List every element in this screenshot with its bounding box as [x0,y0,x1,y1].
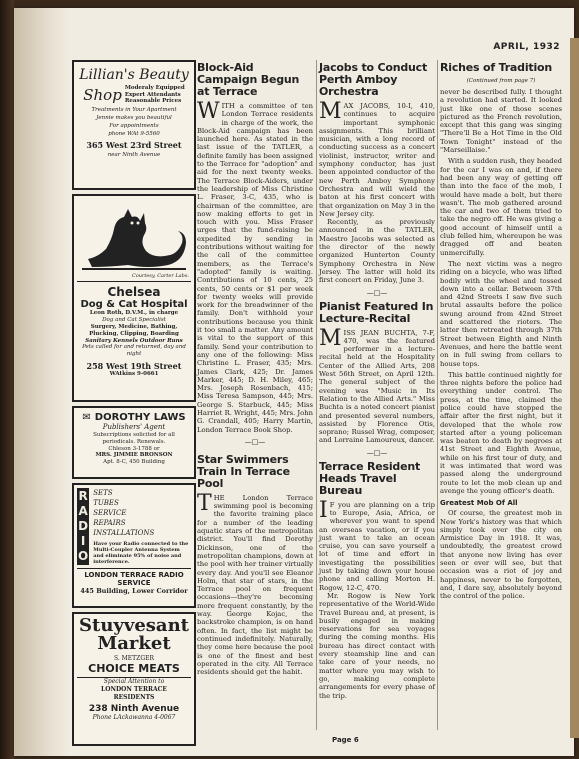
ad-lillian-line: Treatments in Your Apartment [91,106,177,113]
article-pianist [319,325,435,445]
ad-lillian-logo-row [77,85,191,105]
radio-letter: O [78,549,89,563]
ad-stuyvesant-phone: Phone LAckawanna 4-0067 [92,714,176,722]
issue-date: APRIL, 1932 [493,42,560,52]
dropcap: I [319,497,328,523]
ad-lillian-tags [125,85,185,105]
ad-radio-title: LONDON TERRACE RADIO SERVICE [77,568,191,587]
dropcap: W [197,99,220,124]
ad-stuyvesant-title: Stuyvesant [79,615,189,636]
ad-lillian-phone: phone WAt 9-5560 [108,130,160,137]
envelope-icon: ✉ [82,412,91,423]
ad-chelsea-courtesy: Courtesy, Carter Labs. [131,273,189,279]
ad-stuyvesant-address: 238 Ninth Avenue [88,704,180,715]
article-travel [319,497,435,592]
ad-lillian-beauty-shop [72,60,196,190]
radio-fine-print: Have your Radio connected to the Multi-Coupler Antenna System and eliminate 95% of noise and interference. [93,541,189,565]
radio-item: TUBES [93,499,119,507]
ad-chelsea-specialist: Dog and Cat Specialist [102,316,166,323]
article-riches-p4: This battle continued nightly for three nights before the police had everything under control. The press, at the time, claimed the police could have stopped the affair after the first night, but it developed that the whole row started after a young policeman was beaten to death by negroes at 41st Street and Eighth Avenue, while on his first tour of duty, and it was intimated that word was passed along the underground route to let the mob clean up and avenge the young officer's death. [440,370,562,495]
radio-list [93,488,191,565]
ad-chelsea-pickup: Pets called for and returned, day and night [82,344,186,358]
ad-stuyvesant-special: LONDON TERRACE [101,685,167,693]
article-block-aid [197,99,313,434]
headline-block-aid: Block-Aid Campaign Begun at Terrace [197,61,300,98]
ad-lillian-line: For appointments [109,122,159,129]
ad-stuyvesant-owner: S. METZGER [113,655,155,662]
headline-travel: Terrace Resident Heads Travel Bureau [319,459,421,497]
headline-pianist: Pianist Featured In Lecture-Recital [319,299,434,325]
radio-item: SERVICE [93,509,127,517]
page-number: Page 6 [332,736,359,744]
subhead-greatest-mob: Greatest Mob Of All [440,499,518,508]
ad-radio-service [72,483,196,608]
article-riches-p5: Of course, the greatest mob in New York's history was that which simply took over the city on Armistice Day in 1918. It was, undoubtedly, the greatest crowd that anyone now living has ever seen or ever will see, but that occasion was a riot of joy and happiness, never to be forgotten, and, I dare say, absolutely beyond the control of the police. [440,509,562,601]
ad-stuyvesant-title2: Market [97,633,171,654]
ad-dorothy-title-row [78,412,190,423]
ad-chelsea-phone: WAtkins 9-0661 [109,371,159,378]
ad-stuyvesant-special: RESIDENTS [113,693,155,701]
article-text: HE London Terrace swimming pool is becoming the favorite training place for a number of the leading aquatic stars of the metropolitan district. You'll find Dorothy Dickinson, one of the metropolitan champions, down at the pool with her trainer virtually every day. And you'll see Eleanor Holm, that star of stars, in the Terrace pool on frequent occasions—they're becoming more frequent constantly, by the way. George Kojac, the backstroke champion, is on hand often. In fact, the list might be continued indefinitely. Naturally, they come here because the pool is one of the finest and best operated in the city. All Terrace residents should get the habit. [197,493,313,677]
radio-letters [77,488,89,565]
ad-dorothy-laws [72,406,196,479]
radio-letter: D [78,519,89,533]
column-rule [316,60,317,730]
ads-column [72,60,196,750]
ad-chelsea-title: Chelsea [107,285,161,299]
column-b [319,60,435,700]
scan-edge [0,0,14,759]
ad-dorothy-line: Subscriptions solicited for all periodicals. Renewals. [93,431,175,445]
article-travel-p2: Mr. Rogow is New York representative of the World-Wide Travel Bureau and, at present, is busily engaged in making reservations for sea voyages during the coming months. His bureau has direct contact with every steamship line and can take care of your needs, no matter where you may wish to go, making complete arrangements for every phase of the trip. [319,591,435,700]
article-swimmers [197,490,313,677]
continued-note: (Continued from page 7) [466,78,536,84]
article-riches-p1: never be described fully. I thought a revolution had started. It looked just like one of those scenes pictured as the French revolution, except that this gang was singing "There'll Be a Hot Time in the Old Town Tonight" instead of the "Marseillaise." [440,88,562,155]
ad-dorothy-line: Chleson 3-1788 or [108,445,160,452]
ad-stuyvesant-special: Special Attention to [103,678,165,685]
separator: —□— [366,448,388,457]
article-jacobs-p2: Recently, as previously announced in the TATLER, Maestro Jacobs was selected as the director of the newly organized Hunterton County Symphony Orchestra in New Jersey. The latter will hold its first concert on Friday, June 3. [319,218,435,285]
column-c [440,60,562,601]
radio-letter: A [78,504,88,518]
ad-chelsea-staff: Leon Roth, D.V.M., in charge [89,310,179,316]
radio-item: INSTALLATIONS [93,529,155,537]
column-a [197,60,313,676]
headline-riches: Riches of Tradition [440,61,553,74]
cat-silhouette-icon [78,199,190,279]
ad-chelsea-kennels: Sanitary Kennels Outdoor Runs [85,337,183,344]
ad-chelsea-services: Surgery, Medicine, Bathing, Plucking, Clipping, Boarding [89,323,179,337]
ad-radio-address: 445 Building, Lower Corridor [80,587,188,595]
magazine-page [14,8,574,756]
ad-dorothy-line: MRS. JIMMIE BRONSON [95,452,173,459]
ad-lillian-tag: Reasonable Prices [124,98,182,105]
ad-dorothy-subtitle: Publishers' Agent [102,423,166,431]
headline-jacobs: Jacobs to Conduct Perth Amboy Orchestra [319,61,428,98]
ad-lillian-name: Lillian's Beauty [79,67,189,83]
article-jacobs [319,99,435,218]
article-text: ITH a committee of ten London Terrace residents in charge of the work, the Block-Aid campaign has been launched here. As stated in the last issue of the TATLER, a definite family has been assigned to the Terrace for "adoption" and aid for the next twenty weeks. The Terrace Block-Aiders, under the leadership of Miss Christine L. Fraser, 3-C, 435, who is chairman of the committee, are now making efforts to get in touch with you. Miss Fraser urges that the fund-raising be expedited by sending in contributions without waiting for the call of the committee members, as the Terrace's "adopted" family is waiting. Contributions of 10 cents, 25 cents, 50 cents or $1 per week for twenty weeks will provide work for the breadwinner of the family. Don't withhold your contributions because you think it too small a matter. Any amount is vital to the support of this family. Send your contribution to any one of the following: Miss Christine L. Fraser, 435; Mrs. James Clark, 425; Dr. James Marker, 445; D. H. Miley, 465; Mrs. Joseph Rosenbach, 415; Miss Teresa Sampson, 445; Mrs. George S. Starbuck, 445; Miss Harriet R. Wright, 445; Mrs. John G. Crandall, 405; Harry Martin, London Terrace Book Shop. [197,102,313,434]
headline-swimmers: Star Swimmers Train In Terrace Pool [197,452,290,490]
ad-stuyvesant-tagline: CHOICE MEATS [77,662,191,678]
article-text: ISS JEAN BUCHTA, 7-F, 470, was the featured performer in a lecture-recital held at the Hospitality Center of the Allied Arts, 208 West 56th Street, on April 12th. The general subject of the evening was "Music in Its Relation to the Allied Arts." Miss Buchta is a noted concert pianist and presented several numbers, assisted by Florence Otis, soprano; Russel Wrag, composer, and Lorraine Lamoureux, dancer. [319,328,435,445]
radio-letter: I [80,534,86,548]
dropcap: M [319,325,342,351]
radio-item: REPAIRS [93,519,126,527]
separator: —□— [366,288,388,297]
ad-lillian-note: near Ninth Avenue [107,151,161,158]
article-text: AX JACOBS, 10-I, 410, continues to acquire important symphonic assignments. This brilliant musician, with a long record of conducting success as a concert violinist, instructor, writer and symphony conductor, has just been appointed conductor of the new Perth Amboy Symphony Orchestra and will wield the baton at his first concert with that organization on May 3 in the New Jersey city. [319,102,435,218]
dropcap: T [197,490,212,516]
article-text: F you are planning on a trip to Europe, Asia, Africa, or wherever you want to spend an overseas vacation, or if you just want to take an ocean cruise, you can save yourself a lot of time and effort in investigating the possibilities just by taking down your house phone and calling Morton H. Rogow, 12-C, 470. [319,500,435,592]
ad-chelsea-subtitle: Dog & Cat Hospital [80,299,188,310]
cat-illustration [77,199,191,282]
ad-lillian-shop: Shop [83,85,122,104]
ad-chelsea-hospital [72,194,196,402]
ad-lillian-address: 365 West 23rd Street [86,139,182,150]
dropcap: M [319,99,342,124]
article-riches-p2: With a sudden rush, they headed for the car I was on and, if there had been any way of getting off than into the face of the mob, I would have made a bolt, but there wasn't. The mob gathered around the car and two of them tried to take the negro off. He was giving a good account of himself until a club felled him, whereupon he was dragged off and beaten unmercifully. [440,157,562,257]
column-rule [437,60,438,730]
page-binding [14,8,70,756]
ad-lillian-line: Jennie makes you beautiful [96,114,172,121]
radio-row [77,488,191,565]
page-right-edge [570,38,579,738]
ad-lillian-tag: Expert Attendants [124,91,181,98]
radio-letter: R [78,489,88,503]
ad-dorothy-line: Apt. 8-C, 450 Building [103,459,165,466]
ad-stuyvesant-market [72,612,196,746]
radio-item: SETS [93,489,113,497]
ad-dorothy-title: DOROTHY LAWS [94,412,186,423]
separator: —□— [244,437,266,446]
ad-lillian-tag: Moderaly Equipped [124,85,185,91]
ad-chelsea-address: 258 West 19th Street [86,361,182,372]
article-riches-p3: The next victim was a negro riding on a bicycle, who was lifted bodily with the wheel and tossed down into a cellar. Between 37th and 42nd Streets I saw five such brutal assaults before the police swung around from 42nd Street and scattered the rioters. The latter then retreated through 37th Street between Eighth and Ninth Avenues, and here the battle went on in full swing from cellars to house tops. [440,259,562,368]
